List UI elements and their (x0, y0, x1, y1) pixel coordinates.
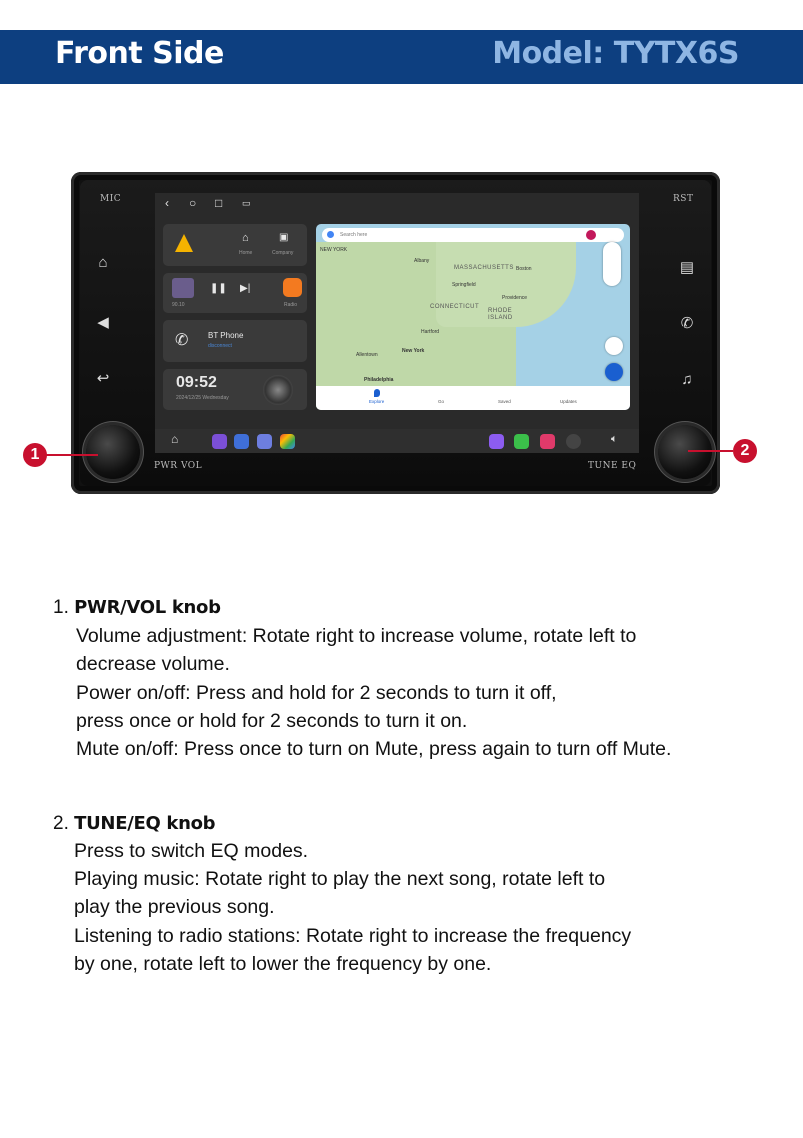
recents-icon: □ (215, 196, 223, 210)
item-1-number: 1. (53, 597, 69, 618)
map-city-label: Philadelphia (364, 377, 394, 383)
callout-line-1 (46, 454, 98, 456)
map-state-label: CONNECTICUT (430, 304, 480, 310)
tune-eq-knob (658, 425, 712, 479)
screen-icon: ▭ (242, 198, 251, 208)
phone-dock-icon (514, 434, 529, 449)
item-1-line: Volume adjustment: Rotate right to increase volume, rotate left to (76, 625, 637, 647)
map-city-label: Springfield (452, 282, 476, 288)
model-label: Model: TYTX6S (492, 36, 739, 71)
item-2-line: play the previous song. (74, 896, 275, 918)
radio-icon: ▤ (679, 259, 695, 276)
play-store-dock-icon (280, 434, 295, 449)
company-shortcut-icon: ▣ (279, 232, 289, 243)
map-city-label: New York (402, 348, 425, 354)
video-dock-icon (540, 434, 555, 449)
item-1-line: Power on/off: Press and hold for 2 seconds to turn it off, (76, 682, 557, 704)
map-state-label: MASSACHUSETTS (454, 265, 514, 271)
clock-widget (163, 369, 307, 410)
map-city-label: Boston (516, 266, 532, 272)
mic-label: MIC (100, 194, 122, 204)
settings-dock-icon (566, 434, 581, 449)
item-1-line: press once or hold for 2 seconds to turn it on. (76, 710, 468, 732)
radio-app-icon (283, 278, 302, 297)
app-grid-icon (212, 434, 227, 449)
clock-time: 09:52 (176, 374, 217, 391)
callout-marker-1: 1 (23, 443, 47, 467)
map-state-label: RHODE ISLAND (488, 308, 513, 321)
item-2-line: by one, rotate left to lower the frequency by one. (74, 953, 492, 975)
map-nav-go: Go (438, 399, 445, 404)
handset-icon: ✆ (175, 332, 189, 349)
tune-eq-label: TUNE EQ (588, 461, 637, 471)
car-dock-icon (257, 434, 272, 449)
user-avatar (586, 230, 596, 240)
maps-pin-icon (327, 231, 334, 238)
station-label: 90.10 (172, 302, 185, 308)
music-icon: ♫ (681, 371, 693, 388)
bt-phone-label: BT Phone (208, 331, 244, 340)
item-1-heading (53, 597, 221, 619)
dock-home-icon: ⌂ (171, 432, 179, 446)
music-dock-icon (489, 434, 504, 449)
media-widget (163, 273, 307, 313)
callout-marker-2: 2 (733, 439, 757, 463)
item-2-line: Playing music: Rotate right to play the next song, rotate left to (74, 868, 606, 890)
maps-app-icon (175, 234, 193, 252)
home-shortcut-label: Home (239, 250, 253, 256)
home-shortcut-icon: ⌂ (242, 232, 249, 244)
company-shortcut-label: Company (272, 250, 294, 256)
map-bottom-nav (316, 386, 630, 410)
navigation-icon: ◀ (97, 314, 109, 331)
clock-dial-icon (263, 375, 293, 405)
rst-label: RST (673, 194, 694, 204)
map-nav-saved: Saved (498, 399, 511, 404)
album-art (172, 278, 194, 298)
app-dock (155, 429, 639, 453)
back-arrow-icon: ‹ (165, 196, 169, 210)
item-2-title: TUNE/EQ knob (74, 813, 216, 834)
map-search-input: Search here (322, 228, 624, 242)
pwr-vol-knob (86, 425, 140, 479)
map-nav-explore: Explore (369, 399, 385, 404)
item-2-number: 2. (53, 813, 69, 834)
explore-icon (374, 389, 380, 397)
map-city-label: Allentown (356, 352, 378, 358)
radio-label: Radio (284, 302, 298, 308)
map-city-label: Providence (502, 295, 528, 301)
bt-status-label: disconnect (208, 343, 232, 349)
phone-icon: ✆ (680, 315, 694, 332)
map-nav-updates: Updates (560, 399, 577, 404)
map-city-label: Albany (414, 258, 430, 264)
next-track-icon: ▶| (240, 283, 251, 294)
item-2-line: Press to switch EQ modes. (74, 840, 309, 862)
map-panel (316, 224, 630, 410)
item-2-heading (53, 813, 215, 835)
map-city-label: Hartford (421, 329, 440, 335)
clock-date: 2024/12/25 Wednesday (176, 395, 229, 401)
pwr-vol-label: PWR VOL (154, 461, 203, 471)
item-1-line: decrease volume. (76, 653, 230, 675)
back-icon: ↩ (96, 370, 110, 387)
volume-icon: 🔈︎ (611, 433, 618, 445)
device-screen (155, 193, 639, 453)
directions-button (605, 363, 623, 381)
compass-button (605, 337, 623, 355)
screen-status-bar (155, 193, 639, 215)
page-title: Front Side (55, 36, 224, 71)
maps-dock-icon (234, 434, 249, 449)
callout-line-2 (688, 450, 733, 452)
item-1-line: Mute on/off: Press once to turn on Mute, press again to turn off Mute. (76, 738, 672, 760)
pause-icon: ❚❚ (210, 283, 227, 294)
navigation-widget (163, 224, 307, 266)
map-side-controls (603, 242, 621, 286)
phone-widget (163, 320, 307, 362)
item-2-line: Listening to radio stations: Rotate right to increase the frequency (74, 925, 632, 947)
home-icon: ⌂ (98, 254, 108, 271)
map-city-label: NEW YORK (320, 247, 348, 253)
home-circle-icon: ○ (189, 196, 197, 210)
item-1-title: PWR/VOL knob (74, 597, 221, 618)
